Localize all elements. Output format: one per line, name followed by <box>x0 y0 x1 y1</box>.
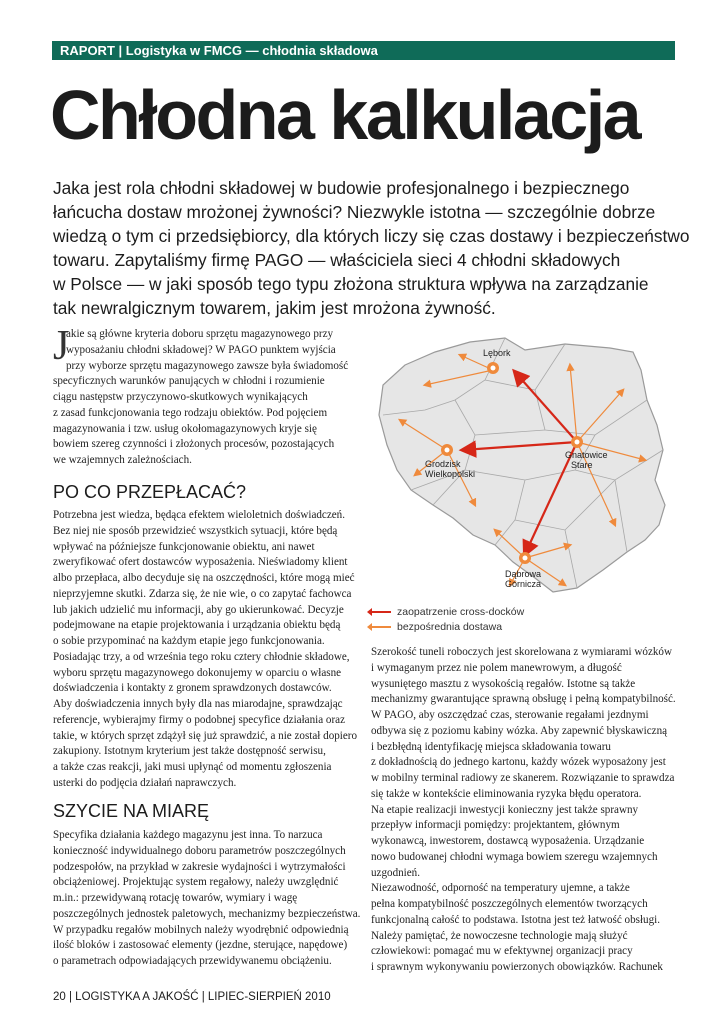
text-line: przy wyborze sprzętu magazynowego zawsze była świadomość <box>66 359 349 372</box>
section-heading-po-co-przeplacac: PO CO PRZEPŁACAĆ? <box>53 482 247 502</box>
legend-cross-dock <box>371 606 524 618</box>
text-line: bowiem szereg czynności i złożonych procesów, pozostających <box>53 438 335 451</box>
text-line: nieprzyjemne skutki. Zdarza się, że nie wie, o co zapytać fachowca <box>53 587 352 600</box>
right-column-body <box>371 645 676 976</box>
article-title: Chłodna kalkulacja <box>50 76 640 154</box>
city-label: Gnatowice <box>565 450 608 460</box>
text-line: wysuniętego masztu z wysokością regałów. Istotne są także <box>371 677 636 690</box>
text-line: wykonawcą, inwestorem, dostawcą wyposażenia. Urządzanie <box>371 835 645 847</box>
text-line: wyposażaniu chłodni składowej? W PAGO punktem wyjścia <box>66 343 336 356</box>
drop-cap: J <box>53 323 70 369</box>
text-line: akie są główne kryteria doboru sprzętu magazynowego przy <box>66 328 334 340</box>
text-line: się także w kontekście eliminowania ryzyka błędu operatora. <box>371 787 642 800</box>
section1-body <box>53 508 358 792</box>
text-line: z zasad funkcjonowania tego rodzaju obiektów. Pod pojęciem <box>53 406 328 419</box>
text-line: o sobie przypominać na każdym etapie jego funkcjonowania. <box>53 635 325 647</box>
text-line: podejmowane na etapie projektowania i urządzania obiektu będą <box>53 619 341 632</box>
section-rubric: RAPORT | Logistyka w FMCG — chłodnia składowa <box>60 43 378 58</box>
text-line: uzgodnień. <box>371 866 420 879</box>
text-line: i bezbłędną identyfikację miejsca składowania towaru <box>371 740 611 753</box>
text-line: Szerokość tuneli roboczych jest skorelowana z wymiarami wózków <box>371 646 672 658</box>
section2-body <box>53 828 361 970</box>
text-line: Specyfika działania każdego magazynu jest inna. To narzuca <box>53 829 323 841</box>
text-line: wyboru sprzętu magazynowego dokonujemy w oparciu o własne <box>53 666 342 679</box>
poland-distribution-map <box>365 330 685 640</box>
text-line: Należy pamiętać, że nowoczesne technologie mają służyć <box>371 929 628 942</box>
text-line: człowiekowi: pomagać mu w efektywnej organizacji pracy <box>371 945 633 958</box>
section-heading-szycie-na-miare: SZYCIE NA MIARĘ <box>53 801 210 821</box>
text-line: W przypadku regałów mobilnych należy wyodrębnić odpowiednią <box>53 923 349 936</box>
text-line: doświadczenia i kontakty z gronem sprawdzonych dostawców. <box>53 682 332 695</box>
text-line: Niezawodność, odporność na temperatury ujemne, a także <box>371 882 630 895</box>
text-line: nowo budowanej chłodni wymaga bowiem szeregu wzajemnych <box>371 850 658 863</box>
city-label: Wielkopolski <box>425 469 476 479</box>
text-line: lub jakich udzielić mu informacji, aby go ukierunkować. Decyzje <box>53 603 344 616</box>
text-line: z dokładnością do jednego kartonu, każdy wózek wyposażony jest <box>371 756 666 769</box>
text-line: funkcjonalną całość to podstawa. Istotna jest też łatwość obsługi. <box>371 913 660 926</box>
lead-line: wiedzą o tym ci przedsiębiorcy, dla których liczy się czas dostawy i bezpieczeństwo <box>53 226 690 246</box>
text-line: Bez niej nie sposób przewidzieć wszystkich sytuacji, które będą <box>53 524 338 537</box>
text-line: m.in.: przewidywaną rotację towarów, wymiary i wagę <box>53 892 298 904</box>
section-rubric-bar <box>52 41 675 60</box>
text-line: zweryfikować ofert dostawców wyposażenia. Nieświadomy klient <box>53 556 348 569</box>
text-line: ilość bloków i zastosować elementy (jezdne, sterujące, napędowe) <box>53 939 348 952</box>
text-line: o parametrach odpowiadających przewidywanemu obciążeniu. <box>53 955 332 967</box>
text-line: Na etapie realizacji inwestycji konieczny jest także sprawny <box>371 803 639 816</box>
lead-line: towaru. Zapytaliśmy firmę PAGO — właściciela sieci 4 chłodni składowych <box>53 250 621 270</box>
text-line: podzespołów, na przykład w zakresie wydajności i wytrzymałości <box>53 860 346 873</box>
text-line: obciążeniowej. Projektując system regałowy, należy uwzględnić <box>53 876 339 889</box>
lead-line: Jaka jest rola chłodni składowej w budowie profesjonalnego i bezpiecznego <box>53 178 630 198</box>
text-line: albo przepłaca, albo decyduje się na oszczędności, które mogą mieć <box>53 572 355 584</box>
text-line: poszczególnych jednostek paletowych, mechanizmy bezpieczeństwa. <box>53 907 361 920</box>
text-line: w mobilny terminal radiowy ze skanerem. Rozwiązanie to sprawdza <box>371 772 675 784</box>
city-label: Górnicza <box>505 579 542 589</box>
city-label: Grodzisk <box>425 459 461 469</box>
text-line: pełna kompatybilność poszczególnych elementów tworzących <box>371 898 648 910</box>
page-footer: 20 | LOGISTYKA A JAKOŚĆ | LIPIEC-SIERPIEŃ 2010 <box>53 991 331 1003</box>
lead-line: łańcucha dostaw mrożonej żywności? Niezwykle istotna — szczególnie dobrze <box>53 202 656 222</box>
map-figure <box>365 330 685 600</box>
orange-arrow-icon <box>371 626 391 628</box>
text-line: a także czas reakcji, jaki musi upłynąć od momentu zgłoszenia <box>53 761 332 773</box>
article-lead <box>53 176 690 320</box>
text-line: i wymaganym przez nie polem manewrowym, a długość <box>371 661 622 674</box>
text-line: Potrzebna jest wiedza, będąca efektem wieloletnich doświadczeń. <box>53 509 346 521</box>
intro-paragraph <box>53 327 353 469</box>
text-line: mechanizmy gwarantujące sprawną obsługę i pełną kompatybilność. <box>371 693 676 706</box>
text-line: magazynowania i tzw. usług okołomagazynowych kryje się <box>53 422 317 435</box>
lead-line: w Polsce — w jaki sposób tego typu złożona struktura wpływa na zarządzanie <box>53 274 649 294</box>
lead-line: tak newralgicznym towarem, jakim jest mrożona żywność. <box>53 298 496 318</box>
text-line: i sprawnym wykonywaniu powierzonych obowiązków. Rachunek <box>371 961 663 973</box>
legend-direct <box>371 621 502 633</box>
legend-label: zaopatrzenie cross-docków <box>397 606 525 618</box>
red-arrow-icon <box>371 611 391 613</box>
text-line: odbywa się z poziomu kabiny wózka. Aby zapewnić błyskawiczną <box>371 724 668 737</box>
text-line: specyficznych warunków panujących w chłodni i rozumienie <box>53 375 325 388</box>
text-line: referencje, wybierajmy firmy o podobnej specyfice działania oraz <box>53 713 345 726</box>
text-line: W PAGO, aby oszczędzać czas, sterowanie regałami jezdnymi <box>371 709 649 721</box>
city-label: Dąbrowa <box>505 569 542 579</box>
text-line: takie, w których sprzęt zdążył się już sprawdzić, a nie został dopiero <box>53 729 358 742</box>
city-label: Lębork <box>483 348 511 358</box>
text-line: Posiadając trzy, a od września tego roku cztery chłodnie składowe, <box>53 650 350 663</box>
text-line: usterki do podjęcia działań naprawczych. <box>53 776 237 789</box>
city-label: Stare <box>571 460 593 470</box>
text-line: zakupiony. Istotnym kryterium jest także dostępność serwisu, <box>53 745 326 758</box>
text-line: przepływ informacji pomiędzy: projektantem, głównym <box>371 819 620 832</box>
text-line: konieczność indywidualnego doboru parametrów poszczególnych <box>53 844 346 857</box>
text-line: we wzajemnych zależnościach. <box>53 454 192 466</box>
text-line: Aby doświadczenia innych były dla nas miarodajne, sprawdzając <box>53 698 343 710</box>
text-line: ciągu następstw przyczynowo-skutkowych wynikających <box>53 391 308 403</box>
legend-label: bezpośrednia dostawa <box>397 621 503 633</box>
text-line: wpływać na późniejsze funkcjonowanie obiektu, ani nawet <box>53 540 315 553</box>
